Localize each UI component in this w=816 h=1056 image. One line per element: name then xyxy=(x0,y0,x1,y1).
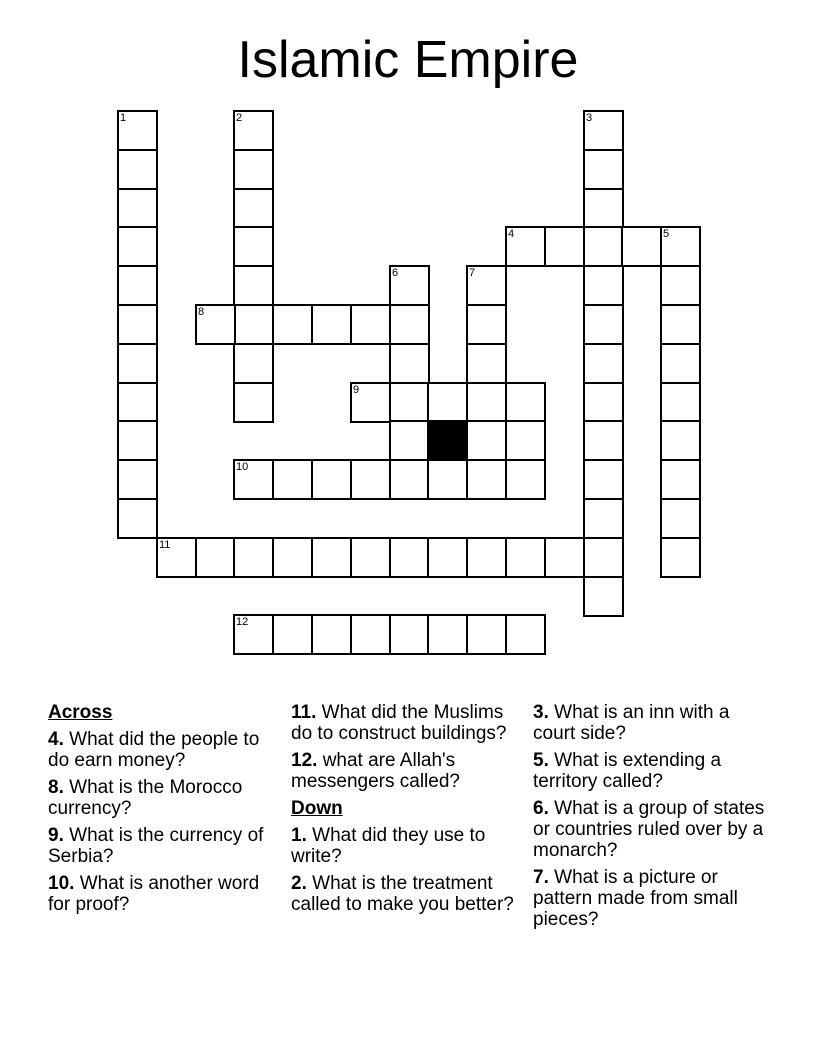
clue-number: 5. xyxy=(533,750,549,771)
cell-number: 8 xyxy=(198,306,205,318)
clue-text: What is a group of states or countries ruled over by a monarch? xyxy=(533,798,765,861)
crossword-cell[interactable] xyxy=(117,226,158,267)
crossword-cell[interactable] xyxy=(583,459,624,500)
crossword-cell[interactable] xyxy=(505,382,546,423)
clue-text: What is a picture or pattern made from small pieces? xyxy=(533,867,738,930)
crossword-cell[interactable] xyxy=(156,537,197,578)
crossword-cell[interactable] xyxy=(117,382,158,423)
crossword-cell[interactable] xyxy=(427,382,468,423)
crossword-cell[interactable] xyxy=(583,149,624,190)
crossword-cell[interactable] xyxy=(505,459,546,500)
crossword-cell[interactable] xyxy=(544,226,585,267)
clue-across-10 xyxy=(48,873,283,915)
crossword-cell[interactable] xyxy=(350,382,391,423)
crossword-cell[interactable] xyxy=(311,459,352,500)
clue-text: What did they use to write? xyxy=(291,825,486,867)
crossword-cell[interactable] xyxy=(272,459,313,500)
crossword-cell[interactable] xyxy=(233,614,274,655)
crossword-cell[interactable] xyxy=(466,614,507,655)
crossword-cell[interactable] xyxy=(311,537,352,578)
cell-number: 3 xyxy=(586,112,593,124)
clue-number: 10. xyxy=(48,873,75,894)
cell-number: 5 xyxy=(663,228,670,240)
clue-text: what are Allah's messengers called? xyxy=(291,750,460,792)
crossword-cell[interactable] xyxy=(427,614,468,655)
crossword-cell[interactable] xyxy=(660,343,701,384)
crossword-cell[interactable] xyxy=(117,498,158,539)
crossword-cell[interactable] xyxy=(233,459,274,500)
clue-down-5 xyxy=(533,750,768,792)
puzzle-title: Islamic Empire xyxy=(237,31,579,89)
across-heading: Across xyxy=(48,702,113,723)
crossword-cell[interactable] xyxy=(660,382,701,423)
clue-down-3 xyxy=(533,702,768,744)
clue-text: What is an inn with a court side? xyxy=(533,702,730,744)
crossword-cell[interactable] xyxy=(660,420,701,461)
clue-text: What is another word for proof? xyxy=(48,873,260,915)
crossword-cell[interactable] xyxy=(466,265,507,306)
crossword-cell[interactable] xyxy=(583,265,624,306)
crossword-cell[interactable] xyxy=(505,537,546,578)
clue-down-6 xyxy=(533,798,768,861)
clue-number: 1. xyxy=(291,825,307,846)
crossword-cell[interactable] xyxy=(233,304,274,345)
crossword-cell[interactable] xyxy=(660,226,701,267)
crossword-cell[interactable] xyxy=(660,265,701,306)
crossword-cell[interactable] xyxy=(311,304,352,345)
crossword-cell[interactable] xyxy=(117,304,158,345)
clue-text: What is the Morocco currency? xyxy=(48,777,243,819)
crossword-cell[interactable] xyxy=(195,304,236,345)
crossword-cell[interactable] xyxy=(466,304,507,345)
crossword-cell[interactable] xyxy=(583,226,624,267)
crossword-cell[interactable] xyxy=(350,614,391,655)
clue-number: 9. xyxy=(48,825,64,846)
clue-across-9 xyxy=(48,825,283,867)
crossword-cell[interactable] xyxy=(117,149,158,190)
crossword-cell[interactable] xyxy=(660,498,701,539)
crossword-cell[interactable] xyxy=(505,226,546,267)
cell-number: 11 xyxy=(159,539,171,551)
crossword-cell[interactable] xyxy=(389,304,430,345)
clue-column-2 xyxy=(291,702,526,921)
crossword-cell[interactable] xyxy=(427,459,468,500)
crossword-cell[interactable] xyxy=(505,614,546,655)
clue-across-4 xyxy=(48,729,283,771)
clue-number: 2. xyxy=(291,873,307,894)
cell-number: 12 xyxy=(236,616,249,628)
crossword-cell[interactable] xyxy=(233,382,274,423)
crossword-cell[interactable] xyxy=(389,459,430,500)
crossword-cell[interactable] xyxy=(583,420,624,461)
crossword-cell[interactable] xyxy=(660,304,701,345)
crossword-cell[interactable] xyxy=(389,382,430,423)
crossword-cell[interactable] xyxy=(350,459,391,500)
clue-column-1 xyxy=(48,702,283,921)
clue-text: What is extending a territory called? xyxy=(533,750,722,792)
cell-number: 2 xyxy=(236,112,243,124)
clue-number: 6. xyxy=(533,798,549,819)
crossword-cell[interactable] xyxy=(233,110,274,151)
crossword-cell[interactable] xyxy=(233,188,274,229)
clue-down-1 xyxy=(291,825,526,867)
crossword-cell[interactable] xyxy=(583,343,624,384)
crossword-cell[interactable] xyxy=(389,537,430,578)
crossword-cell[interactable] xyxy=(466,343,507,384)
crossword-cell[interactable] xyxy=(272,614,313,655)
crossword-block xyxy=(427,420,468,461)
cell-number: 7 xyxy=(469,267,476,279)
crossword-cell[interactable] xyxy=(621,226,662,267)
crossword-cell[interactable] xyxy=(389,265,430,306)
crossword-cell[interactable] xyxy=(583,188,624,229)
clue-down-2 xyxy=(291,873,526,915)
clue-across-12 xyxy=(291,750,526,792)
clue-number: 4. xyxy=(48,729,64,750)
crossword-cell[interactable] xyxy=(117,420,158,461)
crossword-cell[interactable] xyxy=(427,537,468,578)
crossword-cell[interactable] xyxy=(389,420,430,461)
crossword-cell[interactable] xyxy=(660,459,701,500)
crossword-cell[interactable] xyxy=(117,188,158,229)
crossword-cell[interactable] xyxy=(117,343,158,384)
crossword-cell[interactable] xyxy=(117,459,158,500)
crossword-cell[interactable] xyxy=(272,304,313,345)
crossword-cell[interactable] xyxy=(389,614,430,655)
cell-number: 4 xyxy=(508,228,515,240)
crossword-cell[interactable] xyxy=(350,537,391,578)
crossword-cell[interactable] xyxy=(350,304,391,345)
crossword-cell[interactable] xyxy=(583,537,624,578)
clue-number: 12. xyxy=(291,750,318,771)
clue-column-3 xyxy=(533,702,768,936)
crossword-cell[interactable] xyxy=(195,537,236,578)
clue-text: What is the treatment called to make you better? xyxy=(291,873,514,915)
clue-across-8 xyxy=(48,777,283,819)
crossword-cell[interactable] xyxy=(660,537,701,578)
clue-number: 3. xyxy=(533,702,549,723)
down-heading: Down xyxy=(291,798,343,819)
crossword-cell[interactable] xyxy=(466,420,507,461)
crossword-cell[interactable] xyxy=(233,343,274,384)
crossword-cell[interactable] xyxy=(117,265,158,306)
crossword-cell[interactable] xyxy=(389,343,430,384)
clue-text: What did the Muslims do to construct buildings? xyxy=(291,702,507,744)
crossword-cell[interactable] xyxy=(583,576,624,617)
crossword-cell[interactable] xyxy=(583,382,624,423)
crossword-cell[interactable] xyxy=(505,420,546,461)
crossword-cell[interactable] xyxy=(583,110,624,151)
crossword-cell[interactable] xyxy=(583,498,624,539)
clue-text: What is the currency of Serbia? xyxy=(48,825,264,867)
crossword-cell[interactable] xyxy=(466,382,507,423)
clue-across-11 xyxy=(291,702,526,744)
cell-number: 9 xyxy=(353,384,360,396)
cell-number: 1 xyxy=(120,112,127,124)
crossword-cell[interactable] xyxy=(272,537,313,578)
crossword-cell[interactable] xyxy=(311,614,352,655)
clue-text: What did the people to do earn money? xyxy=(48,729,260,771)
clue-number: 11. xyxy=(291,702,317,723)
clue-number: 8. xyxy=(48,777,64,798)
crossword-cell[interactable] xyxy=(233,226,274,267)
crossword-cell[interactable] xyxy=(117,110,158,151)
crossword-cell[interactable] xyxy=(583,304,624,345)
crossword-cell[interactable] xyxy=(233,537,274,578)
cell-number: 10 xyxy=(236,461,249,473)
clue-number: 7. xyxy=(533,867,549,888)
crossword-cell[interactable] xyxy=(466,537,507,578)
crossword-cell[interactable] xyxy=(233,149,274,190)
crossword-cell[interactable] xyxy=(544,537,585,578)
clue-down-7 xyxy=(533,867,768,930)
crossword-cell[interactable] xyxy=(233,265,274,306)
cell-number: 6 xyxy=(392,267,399,279)
crossword-cell[interactable] xyxy=(466,459,507,500)
